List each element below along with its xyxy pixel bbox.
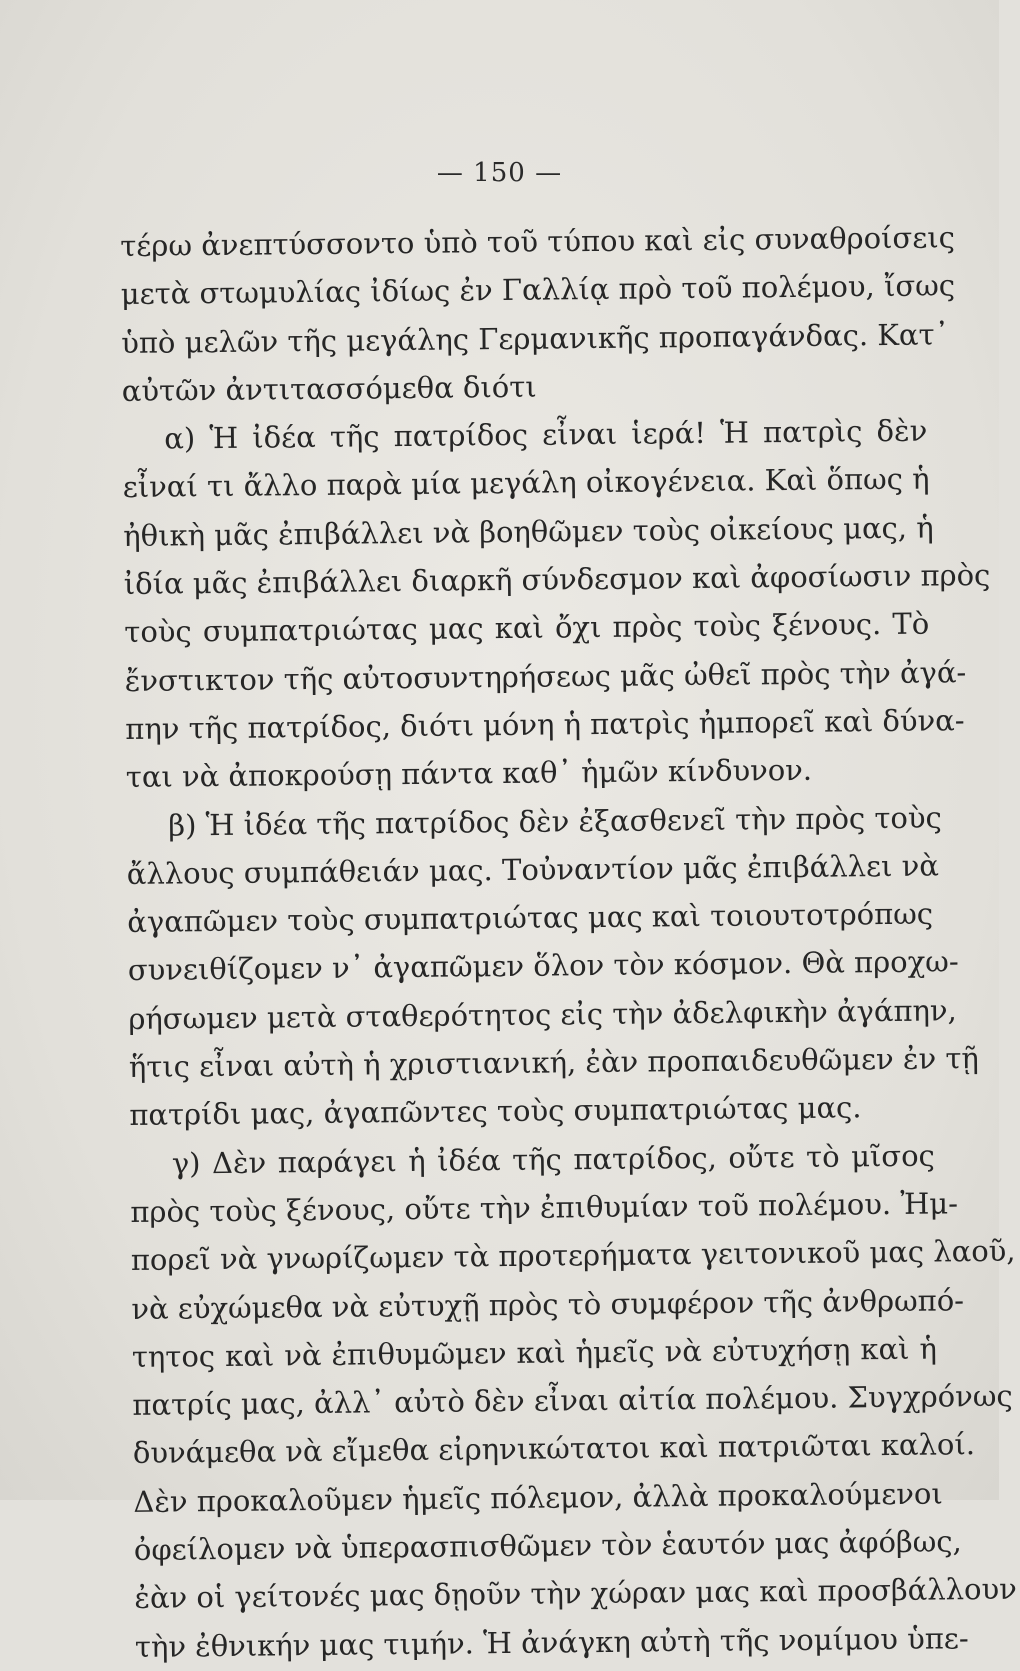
text-line: ἠθικὴ μᾶς ἐπιβάλλει νὰ βοηθῶμεν τοὺς οἰκείους μας, ἡ bbox=[123, 510, 934, 553]
text-line: νὰ εὐχώμεθα νὰ εὐτυχῇ πρὸς τὸ συμφέρον τῆς ἀνθρωπό- bbox=[131, 1282, 965, 1326]
text-line: πην τῆς πατρίδος, διότι μόνη ἡ πατρὶς ἠμπορεῖ καὶ δύνα- bbox=[125, 703, 965, 746]
text-line: ὀφείλομεν νὰ ὑπερασπισθῶμεν τὸν ἑαυτόν μας ἀφόβως, bbox=[133, 1524, 962, 1567]
text-line: ὑπὸ μελῶν τῆς μεγάλης Γερμανικῆς προπαγάνδας. Κατ᾽ bbox=[121, 316, 950, 360]
text-line: δυνάμεθα νὰ εἴμεθα εἰρηνικώτατοι καὶ πατριῶται καλοί. bbox=[132, 1427, 976, 1471]
text-line: πορεῖ νὰ γνωρίζωμεν τὰ προτερήματα γειτονικοῦ μας λαοῦ, bbox=[130, 1233, 1016, 1278]
text-line: β) Ἡ ἰδέα τῆς πατρίδος δὲν ἐξασθενεῖ τὴν πρὸς τοὺς bbox=[168, 799, 942, 843]
page-number: — 150 — bbox=[436, 158, 563, 188]
text-line: ἥτις εἶναι αὐτὴ ἡ χριστιανική, ἐὰν προπαιδευθῶμεν ἐν τῇ bbox=[128, 1041, 979, 1084]
text-line: πατρίς μας, ἀλλ᾽ αὐτὸ δὲν εἶναι αἰτία πολέμου. Συγχρόνως bbox=[132, 1378, 1013, 1423]
text-line: πρὸς τοὺς ξένους, οὔτε τὴν ἐπιθυμίαν τοῦ πολέμου. Ἠμ- bbox=[130, 1186, 959, 1229]
text-line: εἶναί τι ἄλλο παρὰ μία μεγάλη οἰκογένεια. Καὶ ὅπως ἡ bbox=[122, 462, 930, 505]
text-line: τὴν ἐθνικήν μας τιμήν. Ἡ ἀνάγκη αὐτὴ τῆς νομίμου ὑπε- bbox=[134, 1620, 969, 1664]
text-line: Δὲν προκαλοῦμεν ἡμεῖς πόλεμον, ἀλλὰ προκαλούμενοι bbox=[133, 1476, 943, 1519]
text-line: αὐτῶν ἀντιτασσόμεθα διότι bbox=[121, 369, 537, 408]
text-line: ρήσωμεν μετὰ σταθερότητος εἰς τὴν ἀδελφικὴν ἀγάπην, bbox=[128, 993, 957, 1036]
text-line: ἐὰν οἱ γείτονές μας δῃοῦν τὴν χώραν μας καὶ προσβάλλουν bbox=[134, 1571, 1017, 1616]
text-line: τέρω ἀνεπτύσσοντο ὑπὸ τοῦ τύπου καὶ εἰς συναθροίσεις bbox=[120, 220, 956, 263]
text-line: γ) Δὲν παράγει ἡ ἰδέα τῆς πατρίδος, οὔτε τὸ μῖσος bbox=[171, 1138, 935, 1181]
text-line: ἔνστικτον τῆς αὐτοσυντηρήσεως μᾶς ὠθεῖ πρὸς τὴν ἀγά- bbox=[124, 654, 967, 698]
text-line: συνειθίζομεν ν᾽ ἀγαπῶμεν ὅλον τὸν κόσμον. Θὰ προχω- bbox=[127, 944, 959, 988]
text-line: ἀγαπῶμεν τοὺς συμπατριώτας μας καὶ τοιουτοτρόπως bbox=[127, 896, 934, 940]
text-line: πατρίδι μας, ἀγαπῶντες τοὺς συμπατριώτας μας. bbox=[129, 1090, 862, 1133]
text-line: τητος καὶ νὰ ἐπιθυμῶμεν καὶ ἡμεῖς νὰ εὐτυχήσῃ καὶ ἡ bbox=[131, 1331, 938, 1374]
text-line: τοὺς συμπατριώτας μας καὶ ὄχι πρὸς τοὺς ξένους. Τὸ bbox=[124, 606, 930, 650]
body-text bbox=[120, 214, 1017, 1671]
text-line: ἄλλους συμπάθειάν μας. Τοὐναντίον μᾶς ἐπιβάλλει νὰ bbox=[126, 848, 939, 891]
text-line: ται νὰ ἀποκρούσῃ πάντα καθ᾽ ἡμῶν κίνδυνον. bbox=[125, 753, 813, 795]
text-line: μετὰ στωμυλίας ἰδίως ἐν Γαλλίᾳ πρὸ τοῦ πολέμου, ἴσως bbox=[120, 268, 956, 312]
text-line: ἰδία μᾶς ἐπιβάλλει διαρκῆ σύνδεσμον καὶ ἀφοσίωσιν πρὸς bbox=[123, 557, 991, 602]
text-line: α) Ἡ ἰδέα τῆς πατρίδος εἶναι ἱερά! Ἡ πατρὶς δὲν bbox=[164, 413, 928, 456]
